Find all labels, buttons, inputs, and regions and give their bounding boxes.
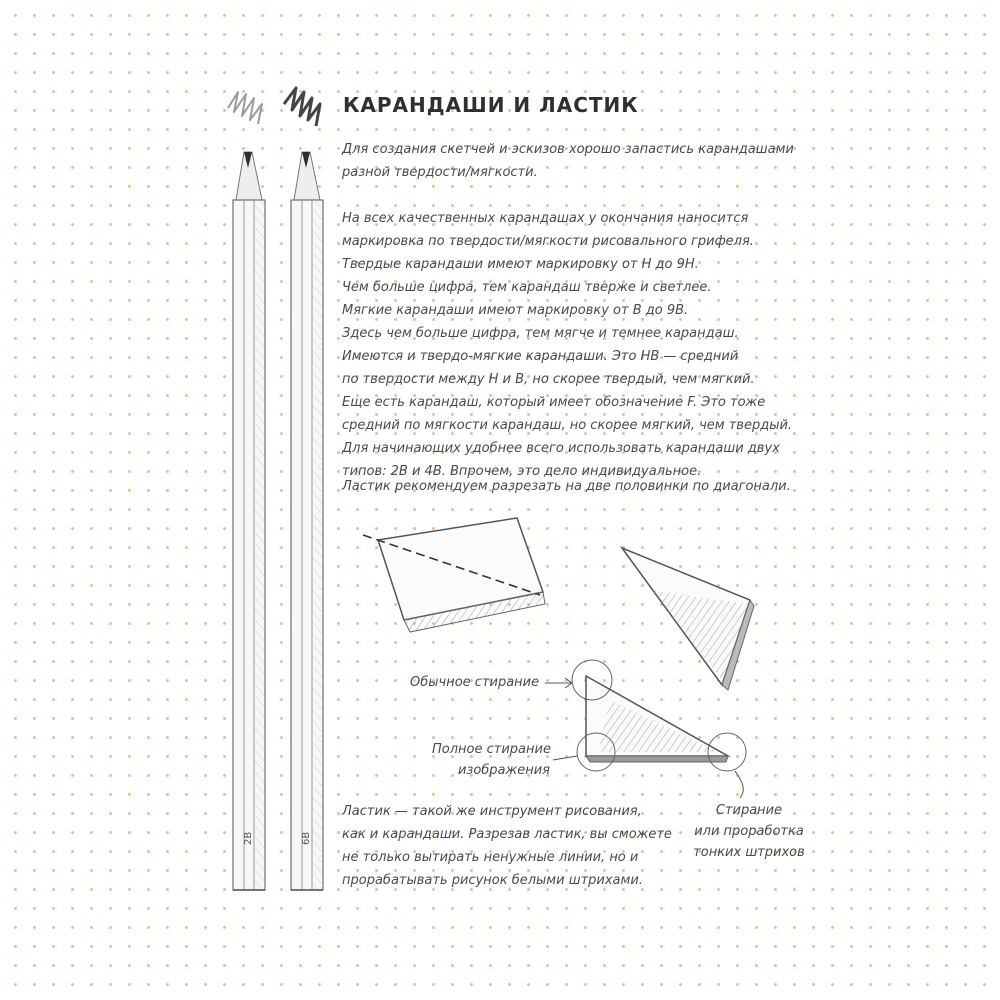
label-full-erasing xyxy=(432,739,550,781)
label-line: или проработка xyxy=(694,824,804,839)
label-line: Полное стирание xyxy=(432,742,551,757)
label-line: Стирание xyxy=(715,803,783,818)
text-line: прорабатывать рисунок белыми штрихами. xyxy=(342,873,643,888)
label-line: изображения xyxy=(457,763,550,778)
text-line: Имеются и твердо-мягкие карандаши. Это HB — средний xyxy=(342,349,739,364)
scribble-dark-icon xyxy=(284,88,320,126)
page-title: КАРАНДАШИ И ЛАСТИК xyxy=(343,93,639,117)
text-line: разной твердости/мягкости. xyxy=(342,165,538,180)
label-fine-strokes xyxy=(684,800,814,863)
text-line: Еще есть карандаш, который имеет обозначение F. Это тоже xyxy=(342,395,766,410)
pencil-6b-grade: 6B xyxy=(301,831,312,845)
text-line: Чем больше цифра, тем карандаш тверже и светлее. xyxy=(342,280,712,295)
pencil-2b-grade: 2B xyxy=(243,831,254,845)
eraser-half-triangle xyxy=(622,548,754,690)
text-line: Для начинающих удобнее всего использовать карандаши двух xyxy=(342,441,780,456)
text-line: типов: 2B и 4B. Впрочем, это дело индивидуальное. xyxy=(342,464,702,479)
text-line: маркировка по твердости/мягкости рисовального грифеля. xyxy=(342,234,754,249)
text-line: средний по мягкости карандаш, но скорее мягкий, чем твердый. xyxy=(342,418,793,433)
text-line: Мягкие карандаши имеют маркировку от B до 9B. xyxy=(342,303,689,318)
text-line: На всех качественных карандашах у окончания наносится xyxy=(342,211,749,226)
label-line: тонких штрихов xyxy=(693,845,805,860)
intro-paragraph xyxy=(342,138,794,184)
text-line: как и карандаши. Разрезав ластик, вы сможете xyxy=(342,827,672,842)
text-line: не только вытирать ненужные линии, но и xyxy=(342,850,639,865)
marking-paragraph xyxy=(342,207,792,483)
text-line: по твердости между H и B, но скорее твердый, чем мягкий. xyxy=(342,372,755,387)
pencil-2b xyxy=(233,152,265,890)
pencil-6b xyxy=(291,152,323,890)
text-line: Ластик — такой же инструмент рисования, xyxy=(342,804,642,819)
label-ordinary-erasing: Обычное стирание xyxy=(410,675,540,690)
text-line: Ластик рекомендуем разрезать на две половинки по диагонали. xyxy=(342,479,791,494)
text-line: Для создания скетчей и эскизов хорошо запастись карандашами xyxy=(342,142,794,157)
eraser-cut-paragraph xyxy=(342,475,791,498)
eraser-usage-diagram xyxy=(545,660,746,798)
text-line: Здесь чем больше цифра, тем мягче и темнее карандаш. xyxy=(342,326,739,341)
text-line: Твердые карандаши имеют маркировку от H до 9H. xyxy=(342,257,699,272)
eraser-tool-paragraph xyxy=(342,800,672,892)
scribble-light-icon xyxy=(228,92,262,124)
eraser-whole xyxy=(363,518,545,632)
